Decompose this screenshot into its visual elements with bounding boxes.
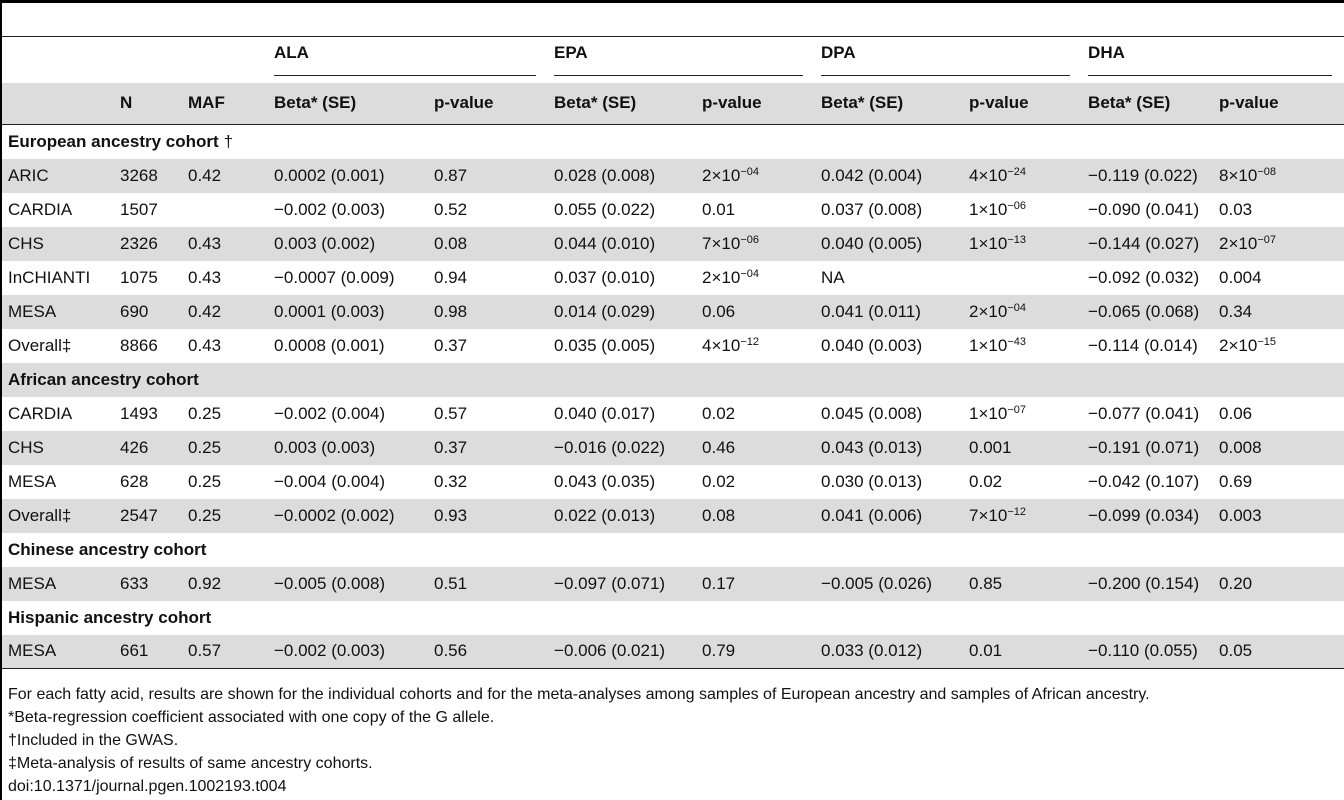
cell-dpa-beta: 0.030 (0.013) bbox=[821, 471, 923, 491]
cell-maf: 0.43 bbox=[188, 267, 222, 287]
cell-maf: 0.57 bbox=[182, 635, 268, 669]
p-value-base: 8×10 bbox=[1219, 165, 1258, 185]
cell-ala-beta: −0.005 (0.008) bbox=[274, 573, 386, 593]
cell-n: 633 bbox=[120, 573, 149, 593]
p-value-exponent: −12 bbox=[740, 335, 759, 348]
p-value-base: 4×10 bbox=[969, 165, 1008, 185]
fatty-acid-group-header-row bbox=[2, 37, 1344, 83]
cell-epa-p bbox=[696, 397, 815, 431]
p-value-base: 0.17 bbox=[702, 573, 736, 593]
p-value-base: 4×10 bbox=[702, 335, 741, 355]
cell-dha-beta: −0.042 (0.107) bbox=[1088, 471, 1200, 491]
cell-n: 2326 bbox=[120, 233, 158, 253]
cell-epa-p bbox=[696, 227, 815, 261]
cell-dha-beta: −0.114 (0.014) bbox=[1088, 335, 1198, 355]
cell-dha-p bbox=[1213, 159, 1344, 193]
cell-cohort: MESA bbox=[8, 301, 57, 321]
cell-n: 2547 bbox=[120, 505, 158, 525]
p-value-base: 0.004 bbox=[1219, 267, 1262, 287]
group-header-label: DHA bbox=[1088, 43, 1332, 76]
cell-epa-beta: 0.014 (0.029) bbox=[554, 301, 656, 321]
section-title-cell bbox=[2, 125, 1344, 159]
cell-maf: 0.25 bbox=[188, 403, 222, 423]
cell-cohort: CARDIA bbox=[8, 199, 73, 219]
cell-cohort: Overall‡ bbox=[8, 335, 72, 355]
group-header-blank bbox=[182, 37, 268, 83]
cell-ala-beta: 0.003 (0.003) bbox=[274, 437, 376, 457]
cell-dha-p bbox=[1213, 295, 1344, 329]
p-value-exponent: −04 bbox=[740, 267, 759, 280]
p-value-base: 0.02 bbox=[702, 403, 736, 423]
cell-epa-p bbox=[696, 465, 815, 499]
cell-maf: 0.43 bbox=[188, 335, 222, 355]
table-row bbox=[2, 295, 1344, 329]
cell-dha-p bbox=[1213, 329, 1344, 363]
cell-ala-p: 0.51 bbox=[434, 573, 468, 593]
p-value-base: 2×10 bbox=[969, 301, 1008, 321]
cell-epa-p bbox=[696, 159, 815, 193]
p-value-base: 0.05 bbox=[1219, 641, 1253, 661]
p-value-base: 2×10 bbox=[1219, 233, 1258, 253]
column-header-n: N bbox=[114, 83, 182, 125]
cell-ala-p: 0.52 bbox=[434, 199, 468, 219]
p-value-base: 0.79 bbox=[702, 641, 736, 661]
column-header-maf: MAF bbox=[182, 83, 268, 125]
cell-maf bbox=[182, 193, 268, 227]
p-value-base: 2×10 bbox=[1219, 335, 1258, 355]
cell-dha-p bbox=[1213, 193, 1344, 227]
cell-dha-beta: −0.191 (0.071) bbox=[1088, 437, 1200, 457]
cell-ala-beta: −0.0007 (0.009) bbox=[274, 267, 395, 287]
group-header-label: ALA bbox=[274, 43, 536, 76]
cell-dpa-beta: 0.045 (0.008) bbox=[821, 403, 923, 423]
p-value-base: 2×10 bbox=[702, 267, 741, 287]
p-value-base: 7×10 bbox=[702, 233, 741, 253]
cell-epa-beta: −0.097 (0.071) bbox=[554, 573, 666, 593]
p-value-exponent: −06 bbox=[740, 233, 759, 246]
section-title-row bbox=[2, 533, 1344, 567]
cell-epa-beta: 0.035 (0.005) bbox=[554, 335, 656, 355]
cell-dpa-beta: 0.042 (0.004) bbox=[821, 165, 923, 185]
column-header-epa-beta: Beta* (SE) bbox=[548, 83, 696, 125]
cell-dpa-p bbox=[963, 635, 1082, 669]
p-value-base: 0.01 bbox=[969, 641, 1003, 661]
column-header-dha-p: p-value bbox=[1213, 83, 1344, 125]
cell-cohort: Overall‡ bbox=[8, 505, 72, 525]
cell-ala-p: 0.98 bbox=[434, 301, 468, 321]
cell-cohort: CARDIA bbox=[8, 403, 73, 423]
section-title-cell bbox=[2, 363, 1344, 397]
p-value-exponent: −06 bbox=[1007, 199, 1026, 212]
cell-dha-beta: −0.200 (0.154) bbox=[1088, 573, 1200, 593]
section-title-cell bbox=[2, 533, 1344, 567]
cell-maf: 0.42 bbox=[188, 165, 222, 185]
footnote-doi: doi:10.1371/journal.pgen.1002193.t004 bbox=[8, 778, 287, 795]
cell-epa-p bbox=[696, 499, 815, 533]
cell-ala-beta: 0.0008 (0.001) bbox=[274, 335, 385, 355]
cell-n: 1507 bbox=[120, 199, 158, 219]
section-title-row bbox=[2, 125, 1344, 159]
cell-n: 1075 bbox=[120, 267, 158, 287]
cell-dha-beta: −0.110 (0.055) bbox=[1082, 635, 1213, 669]
section-title: Hispanic ancestry cohort bbox=[8, 607, 212, 627]
table-row bbox=[2, 261, 1344, 295]
cell-cohort: CHS bbox=[8, 233, 44, 253]
cell-dha-beta: −0.119 (0.022) bbox=[1088, 165, 1198, 185]
cell-n: 661 bbox=[114, 635, 182, 669]
cell-dha-p bbox=[1213, 465, 1344, 499]
cell-dpa-p bbox=[963, 193, 1082, 227]
section-title: European ancestry cohort bbox=[8, 131, 219, 151]
p-value-exponent: −04 bbox=[1007, 301, 1026, 314]
column-header-ala-p: p-value bbox=[428, 83, 548, 125]
cell-epa-beta: −0.006 (0.021) bbox=[548, 635, 696, 669]
p-value-exponent: −13 bbox=[1007, 233, 1026, 246]
section-title: Chinese ancestry cohort bbox=[8, 539, 207, 559]
cell-dpa-p bbox=[963, 499, 1082, 533]
cell-cohort: MESA bbox=[8, 573, 57, 593]
cell-ala-p: 0.87 bbox=[434, 165, 468, 185]
p-value-exponent: −12 bbox=[1007, 505, 1026, 518]
table-body bbox=[2, 125, 1344, 669]
cell-ala-p: 0.56 bbox=[428, 635, 548, 669]
cell-dpa-beta: 0.041 (0.006) bbox=[821, 505, 923, 525]
column-header-dpa-p: p-value bbox=[963, 83, 1082, 125]
p-value-exponent: −07 bbox=[1007, 403, 1026, 416]
cell-dpa-p bbox=[963, 261, 1082, 295]
cell-epa-beta: 0.037 (0.010) bbox=[554, 267, 656, 287]
column-header-epa-p: p-value bbox=[696, 83, 815, 125]
cell-dha-p bbox=[1213, 635, 1344, 669]
cell-dha-p bbox=[1213, 499, 1344, 533]
cell-ala-beta: −0.002 (0.003) bbox=[268, 635, 428, 669]
p-value-exponent: −43 bbox=[1007, 335, 1026, 348]
section-title-cell bbox=[2, 601, 1344, 635]
p-value-base: 0.69 bbox=[1219, 471, 1253, 491]
cell-ala-beta: −0.0002 (0.002) bbox=[274, 505, 395, 525]
p-value-base: 1×10 bbox=[969, 199, 1008, 219]
cell-n: 3268 bbox=[120, 165, 158, 185]
cell-ala-p: 0.93 bbox=[434, 505, 468, 525]
cell-dha-p bbox=[1213, 227, 1344, 261]
cell-epa-beta: 0.022 (0.013) bbox=[554, 505, 656, 525]
table-row bbox=[2, 397, 1344, 431]
p-value-exponent: −15 bbox=[1257, 335, 1277, 348]
p-value-base: 0.01 bbox=[702, 199, 736, 219]
cell-dha-beta: −0.092 (0.032) bbox=[1088, 267, 1200, 287]
group-header-ala bbox=[268, 37, 548, 83]
footnote-meta-analysis: ‡Meta-analysis of results of same ancestry cohorts. bbox=[8, 755, 373, 772]
p-value-base: 0.02 bbox=[702, 471, 736, 491]
cell-epa-p bbox=[696, 261, 815, 295]
group-header-blank bbox=[114, 37, 182, 83]
cell-maf: 0.25 bbox=[188, 505, 222, 525]
cell-epa-beta: −0.016 (0.022) bbox=[554, 437, 666, 457]
cell-dpa-beta: 0.040 (0.005) bbox=[821, 233, 923, 253]
cell-ala-p: 0.37 bbox=[434, 335, 468, 355]
group-header-blank bbox=[2, 37, 114, 83]
table-row bbox=[2, 635, 1344, 669]
cell-maf: 0.43 bbox=[188, 233, 222, 253]
p-value-exponent: −08 bbox=[1257, 165, 1277, 178]
p-value-base: 0.02 bbox=[969, 471, 1003, 491]
cell-epa-p bbox=[696, 295, 815, 329]
cell-dpa-beta: 0.043 (0.013) bbox=[821, 437, 923, 457]
cell-epa-beta: 0.044 (0.010) bbox=[554, 233, 656, 253]
cell-maf: 0.25 bbox=[188, 471, 222, 491]
p-value-base: 0.008 bbox=[1219, 437, 1262, 457]
cell-n: 690 bbox=[120, 301, 149, 321]
cell-dha-p bbox=[1213, 261, 1344, 295]
cell-ala-p: 0.32 bbox=[434, 471, 468, 491]
cell-ala-p: 0.57 bbox=[434, 403, 468, 423]
column-header-ala-beta: Beta* (SE) bbox=[268, 83, 428, 125]
group-header-label: DPA bbox=[821, 43, 1070, 76]
cell-epa-p bbox=[696, 567, 815, 601]
p-value-base: 1×10 bbox=[969, 403, 1008, 423]
cell-ala-p: 0.94 bbox=[434, 267, 468, 287]
cell-n: 628 bbox=[120, 471, 149, 491]
cell-maf: 0.42 bbox=[188, 301, 222, 321]
group-header-dha bbox=[1082, 37, 1344, 83]
p-value-base: 2×10 bbox=[702, 165, 741, 185]
cell-ala-beta: 0.0002 (0.001) bbox=[274, 165, 385, 185]
p-value-base: 0.03 bbox=[1219, 199, 1253, 219]
cell-dpa-beta: −0.005 (0.026) bbox=[821, 573, 933, 593]
cell-dha-p bbox=[1213, 567, 1344, 601]
table-row bbox=[2, 159, 1344, 193]
p-value-exponent: −07 bbox=[1257, 233, 1277, 246]
cell-ala-beta: 0.003 (0.002) bbox=[274, 233, 376, 253]
table-footnotes bbox=[8, 683, 1338, 798]
cell-dha-beta: −0.099 (0.034) bbox=[1088, 505, 1200, 525]
cell-dpa-beta: 0.037 (0.008) bbox=[821, 199, 923, 219]
table-row bbox=[2, 329, 1344, 363]
cell-epa-beta: 0.040 (0.017) bbox=[554, 403, 656, 423]
table-row bbox=[2, 431, 1344, 465]
cell-dha-p bbox=[1213, 431, 1344, 465]
p-value-base: 0.46 bbox=[702, 437, 736, 457]
table-row bbox=[2, 567, 1344, 601]
cell-cohort: ARIC bbox=[8, 165, 49, 185]
cell-epa-beta: 0.043 (0.035) bbox=[554, 471, 656, 491]
cell-n: 8866 bbox=[120, 335, 158, 355]
group-header-dpa bbox=[815, 37, 1082, 83]
cell-dpa-beta: 0.033 (0.012) bbox=[815, 635, 963, 669]
p-value-base: 7×10 bbox=[969, 505, 1008, 525]
cell-epa-p bbox=[696, 635, 815, 669]
cell-dpa-beta: 0.041 (0.011) bbox=[821, 301, 921, 321]
cell-epa-beta: 0.055 (0.022) bbox=[554, 199, 656, 219]
cell-ala-beta: −0.004 (0.004) bbox=[274, 471, 386, 491]
cell-dha-beta: −0.065 (0.068) bbox=[1088, 301, 1200, 321]
cell-dpa-p bbox=[963, 329, 1082, 363]
p-value-base: 0.08 bbox=[702, 505, 736, 525]
cell-dpa-p bbox=[963, 227, 1082, 261]
column-header-row bbox=[2, 83, 1344, 125]
p-value-base: 0.85 bbox=[969, 573, 1003, 593]
cell-dha-beta: −0.144 (0.027) bbox=[1088, 233, 1200, 253]
cell-maf: 0.92 bbox=[188, 573, 222, 593]
cell-dpa-p bbox=[963, 431, 1082, 465]
group-header-epa bbox=[548, 37, 815, 83]
p-value-base: 0.34 bbox=[1219, 301, 1253, 321]
footnote-description: For each fatty acid, results are shown for the individual cohorts and for the meta-analyses among samples of European ancestry and samples of African ancestry. bbox=[8, 686, 1150, 703]
cell-ala-p: 0.08 bbox=[434, 233, 468, 253]
p-value-exponent: −04 bbox=[740, 165, 759, 178]
table-row bbox=[2, 465, 1344, 499]
cell-dpa-beta: NA bbox=[821, 267, 845, 287]
p-value-exponent: −24 bbox=[1007, 165, 1026, 178]
p-value-base: 0.20 bbox=[1219, 573, 1253, 593]
group-header-label: EPA bbox=[554, 43, 803, 76]
section-title: African ancestry cohort bbox=[8, 369, 199, 389]
cell-dpa-p bbox=[963, 567, 1082, 601]
section-title-mark: † bbox=[223, 131, 234, 151]
cell-n: 426 bbox=[120, 437, 149, 457]
p-value-base: 0.06 bbox=[1219, 403, 1253, 423]
cell-ala-beta: −0.002 (0.004) bbox=[274, 403, 386, 423]
table-top-rule bbox=[0, 0, 1344, 3]
footnote-gwas: †Included in the GWAS. bbox=[8, 732, 179, 749]
p-value-base: 1×10 bbox=[969, 233, 1008, 253]
p-value-base: 0.06 bbox=[702, 301, 736, 321]
results-table bbox=[2, 36, 1344, 669]
cell-dha-p bbox=[1213, 397, 1344, 431]
cell-cohort: CHS bbox=[8, 437, 44, 457]
p-value-base: 1×10 bbox=[969, 335, 1008, 355]
cell-ala-beta: −0.002 (0.003) bbox=[274, 199, 386, 219]
cell-epa-p bbox=[696, 329, 815, 363]
cell-dha-beta: −0.090 (0.041) bbox=[1088, 199, 1200, 219]
table-row bbox=[2, 193, 1344, 227]
cell-cohort: InCHIANTI bbox=[8, 267, 91, 287]
column-header-dpa-beta: Beta* (SE) bbox=[815, 83, 963, 125]
cell-cohort: MESA bbox=[2, 635, 114, 669]
cell-maf: 0.25 bbox=[188, 437, 222, 457]
cell-epa-p bbox=[696, 431, 815, 465]
footnote-beta: *Beta-regression coefficient associated with one copy of the G allele. bbox=[8, 709, 495, 726]
table-row bbox=[2, 499, 1344, 533]
cell-epa-beta: 0.028 (0.008) bbox=[554, 165, 656, 185]
cell-dpa-p bbox=[963, 397, 1082, 431]
cell-dpa-beta: 0.040 (0.003) bbox=[821, 335, 923, 355]
column-header-cohort bbox=[2, 83, 114, 125]
cell-dpa-p bbox=[963, 465, 1082, 499]
cell-dpa-p bbox=[963, 159, 1082, 193]
cell-n: 1493 bbox=[120, 403, 158, 423]
cell-ala-p: 0.37 bbox=[434, 437, 468, 457]
p-value-base: 0.001 bbox=[969, 437, 1012, 457]
section-title-row bbox=[2, 363, 1344, 397]
cell-dha-beta: −0.077 (0.041) bbox=[1088, 403, 1200, 423]
cell-epa-p bbox=[696, 193, 815, 227]
cell-dpa-p bbox=[963, 295, 1082, 329]
section-title-row bbox=[2, 601, 1344, 635]
column-header-dha-beta: Beta* (SE) bbox=[1082, 83, 1213, 125]
cell-cohort: MESA bbox=[8, 471, 57, 491]
p-value-base: 0.003 bbox=[1219, 505, 1262, 525]
cell-ala-beta: 0.0001 (0.003) bbox=[274, 301, 385, 321]
table-row bbox=[2, 227, 1344, 261]
